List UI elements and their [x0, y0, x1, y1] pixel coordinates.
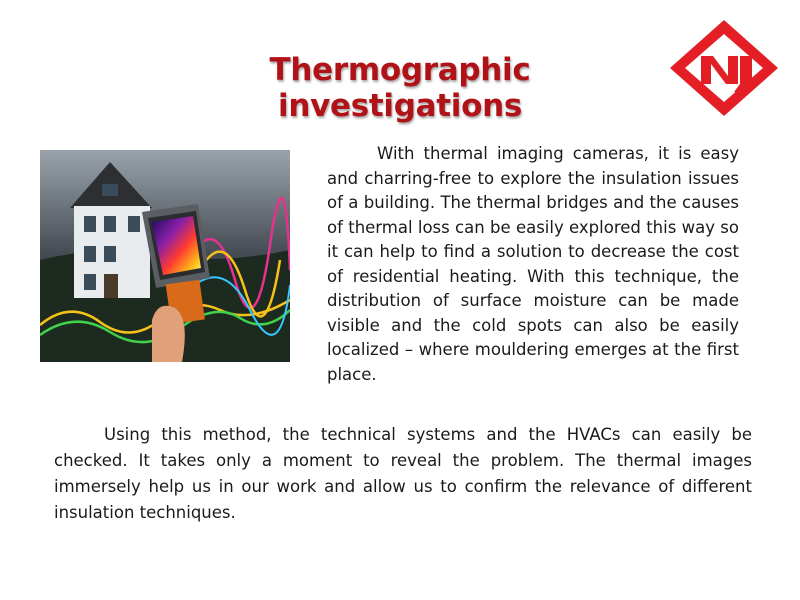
- method-paragraph: Using this method, the technical systems and the HVACs can easily be checked. It takes only a moment to reveal the problem. The thermal images immersely help us in our work and allow us to confirm the relevance of different insulation techniques.: [54, 425, 752, 522]
- page-title: Thermographic investigations: [269, 52, 531, 124]
- nj-logo-icon: [668, 18, 780, 118]
- thermal-camera-house-photo: [40, 150, 290, 362]
- intro-paragraph: With thermal imaging cameras, it is easy and charring-free to explore the insulation issues of a building. The thermal bridges and the causes of thermal loss can be easily explored this way so it can help to find a solution to decrease the cost of residential heating. With this technique, the distribution of surface moisture can be made visible and the cold spots can also be easily localized – where mouldering emerges at the first place.: [327, 144, 739, 384]
